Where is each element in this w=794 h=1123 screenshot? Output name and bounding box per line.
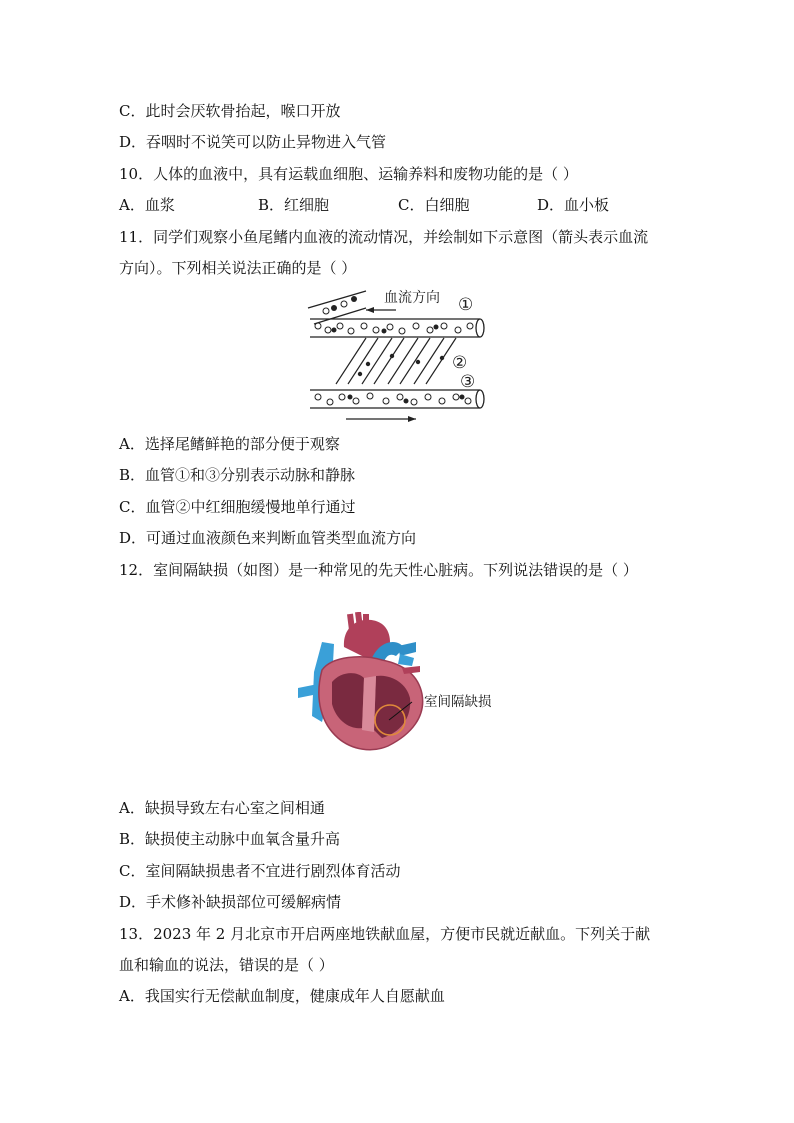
vessel-label-3: ③ [460,372,476,392]
q12-stem: 12．室间隔缺损（如图）是一种常见的先天性心脏病。下列说法错误的是（ ） [119,561,638,579]
vessel-label-2: ② [452,353,468,373]
q9-option-c: C．此时会厌软骨抬起，喉口开放 [119,102,341,120]
heart-diagram [292,612,502,757]
q12-option-b: B．缺损使主动脉中血氧含量升高 [119,830,341,848]
q12-option-d: D．手术修补缺损部位可缓解病情 [119,893,342,911]
flow-direction-label: 血流方向 [384,290,440,306]
q13-stem-line2: 血和输血的说法，错误的是（ ） [119,956,334,974]
q10-stem: 10．人体的血液中，具有运载血细胞、运输养料和废物功能的是（ ） [119,165,578,183]
q11-stem-line1: 11．同学们观察小鱼尾鳍内血液的流动情况，并绘制如下示意图（箭头表示血流 [119,228,649,246]
q10-option-b: B．红细胞 [258,196,330,214]
q9-option-d: D．吞咽时不说笑可以防止异物进入气管 [119,133,387,151]
q12-option-c: C．室间隔缺损患者不宜进行剧烈体育活动 [119,862,401,880]
q10-options [119,195,679,215]
q11-option-d: D．可通过血液颜色来判断血管类型血流方向 [119,529,417,547]
q13-stem-line1: 13．2023 年 2 月北京市开启两座地铁献血屋，方便市民就近献血。下列关于献 [119,925,651,943]
q10-option-d: D．血小板 [537,196,610,214]
blood-flow-diagram [296,286,496,426]
q13-option-a: A．我国实行无偿献血制度，健康成年人自愿献血 [119,987,445,1005]
q12-option-a: A．缺损导致左右心室之间相通 [119,799,325,817]
q11-option-a: A．选择尾鳍鲜艳的部分便于观察 [119,435,340,453]
q11-option-b: B．血管①和③分别表示动脉和静脉 [119,466,356,484]
q10-option-c: C．白细胞 [398,196,470,214]
q10-option-a: A．血浆 [119,196,175,214]
q11-stem-line2: 方向）。下列相关说法正确的是（ ） [119,259,357,277]
ventricular-septal-defect-label: 室间隔缺损 [424,694,492,710]
q11-option-c: C．血管②中红细胞缓慢地单行通过 [119,498,356,516]
vessel-label-1: ① [458,295,474,315]
